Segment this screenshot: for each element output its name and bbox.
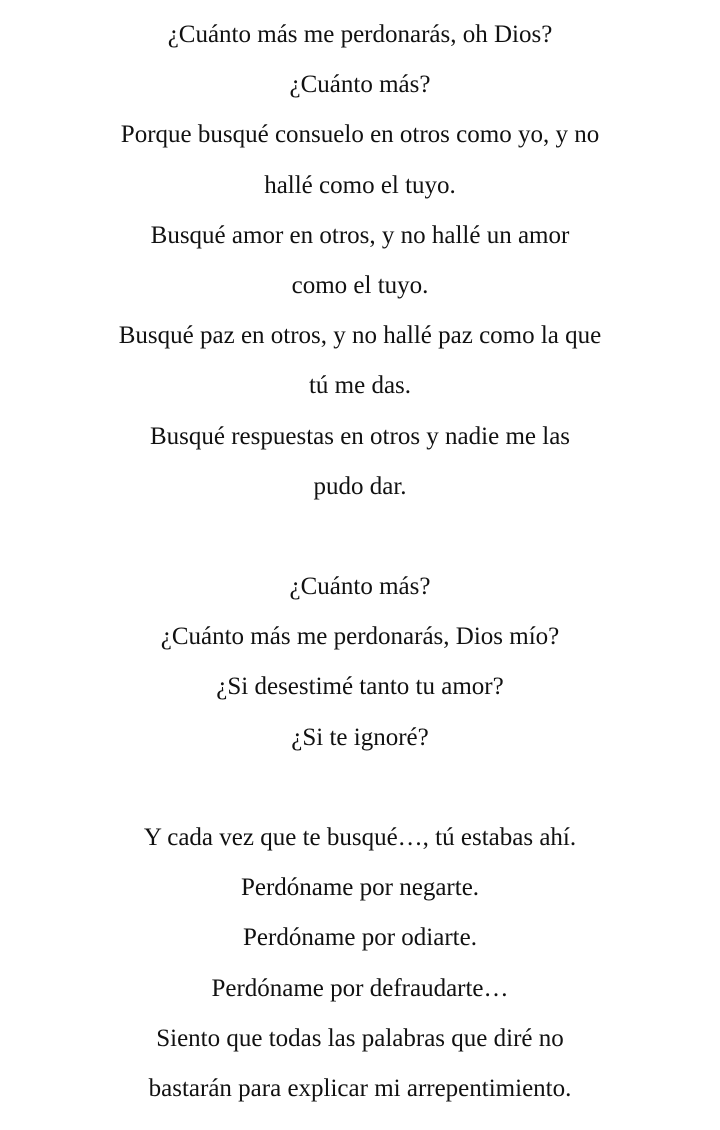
poem-line: Perdóname por negarte.	[240, 874, 480, 902]
poem-line: Busqué respuestas en otros y nadie me las	[149, 422, 571, 450]
poem-line: Siento que todas las palabras que diré no	[156, 1024, 564, 1052]
poem-line: bastarán para explicar mi arrepentimiento.	[148, 1074, 572, 1102]
poem-line: Y cada vez que te busqué…, tú estabas ahí.	[143, 824, 577, 851]
poem-line: ¿Si desestimé tanto tu amor?	[216, 673, 504, 701]
poem-line: pudo dar.	[313, 472, 407, 500]
poem-line: Perdóname por odiarte.	[243, 924, 477, 952]
poem-line: ¿Cuánto más?	[289, 573, 431, 601]
poem-line: Porque busqué consuelo en otros como yo, y no	[120, 121, 600, 149]
poem-line: ¿Si te ignoré?	[291, 723, 429, 751]
poem-line: como el tuyo.	[291, 271, 429, 299]
poem-line: hallé como el tuyo.	[264, 171, 456, 199]
poem-line: Busqué amor en otros, y no hallé un amor	[150, 221, 570, 249]
poem-line: ¿Cuánto más me perdonarás, Dios mío?	[160, 623, 560, 651]
poem-line: ¿Cuánto más me perdonarás, oh Dios?	[167, 21, 553, 48]
poem-line: ¿Cuánto más?	[289, 71, 431, 99]
poem-line: Perdóname por defraudarte…	[211, 974, 509, 1002]
poem-line: Busqué paz en otros, y no hallé paz como la que	[118, 322, 602, 350]
stanza-break	[0, 763, 720, 813]
stanza-1	[0, 10, 720, 512]
stanza-2	[0, 562, 720, 763]
stanza-break	[0, 512, 720, 562]
stanza-3	[0, 813, 720, 1114]
poem-text	[0, 10, 720, 1114]
poem-line: tú me das.	[308, 372, 412, 400]
